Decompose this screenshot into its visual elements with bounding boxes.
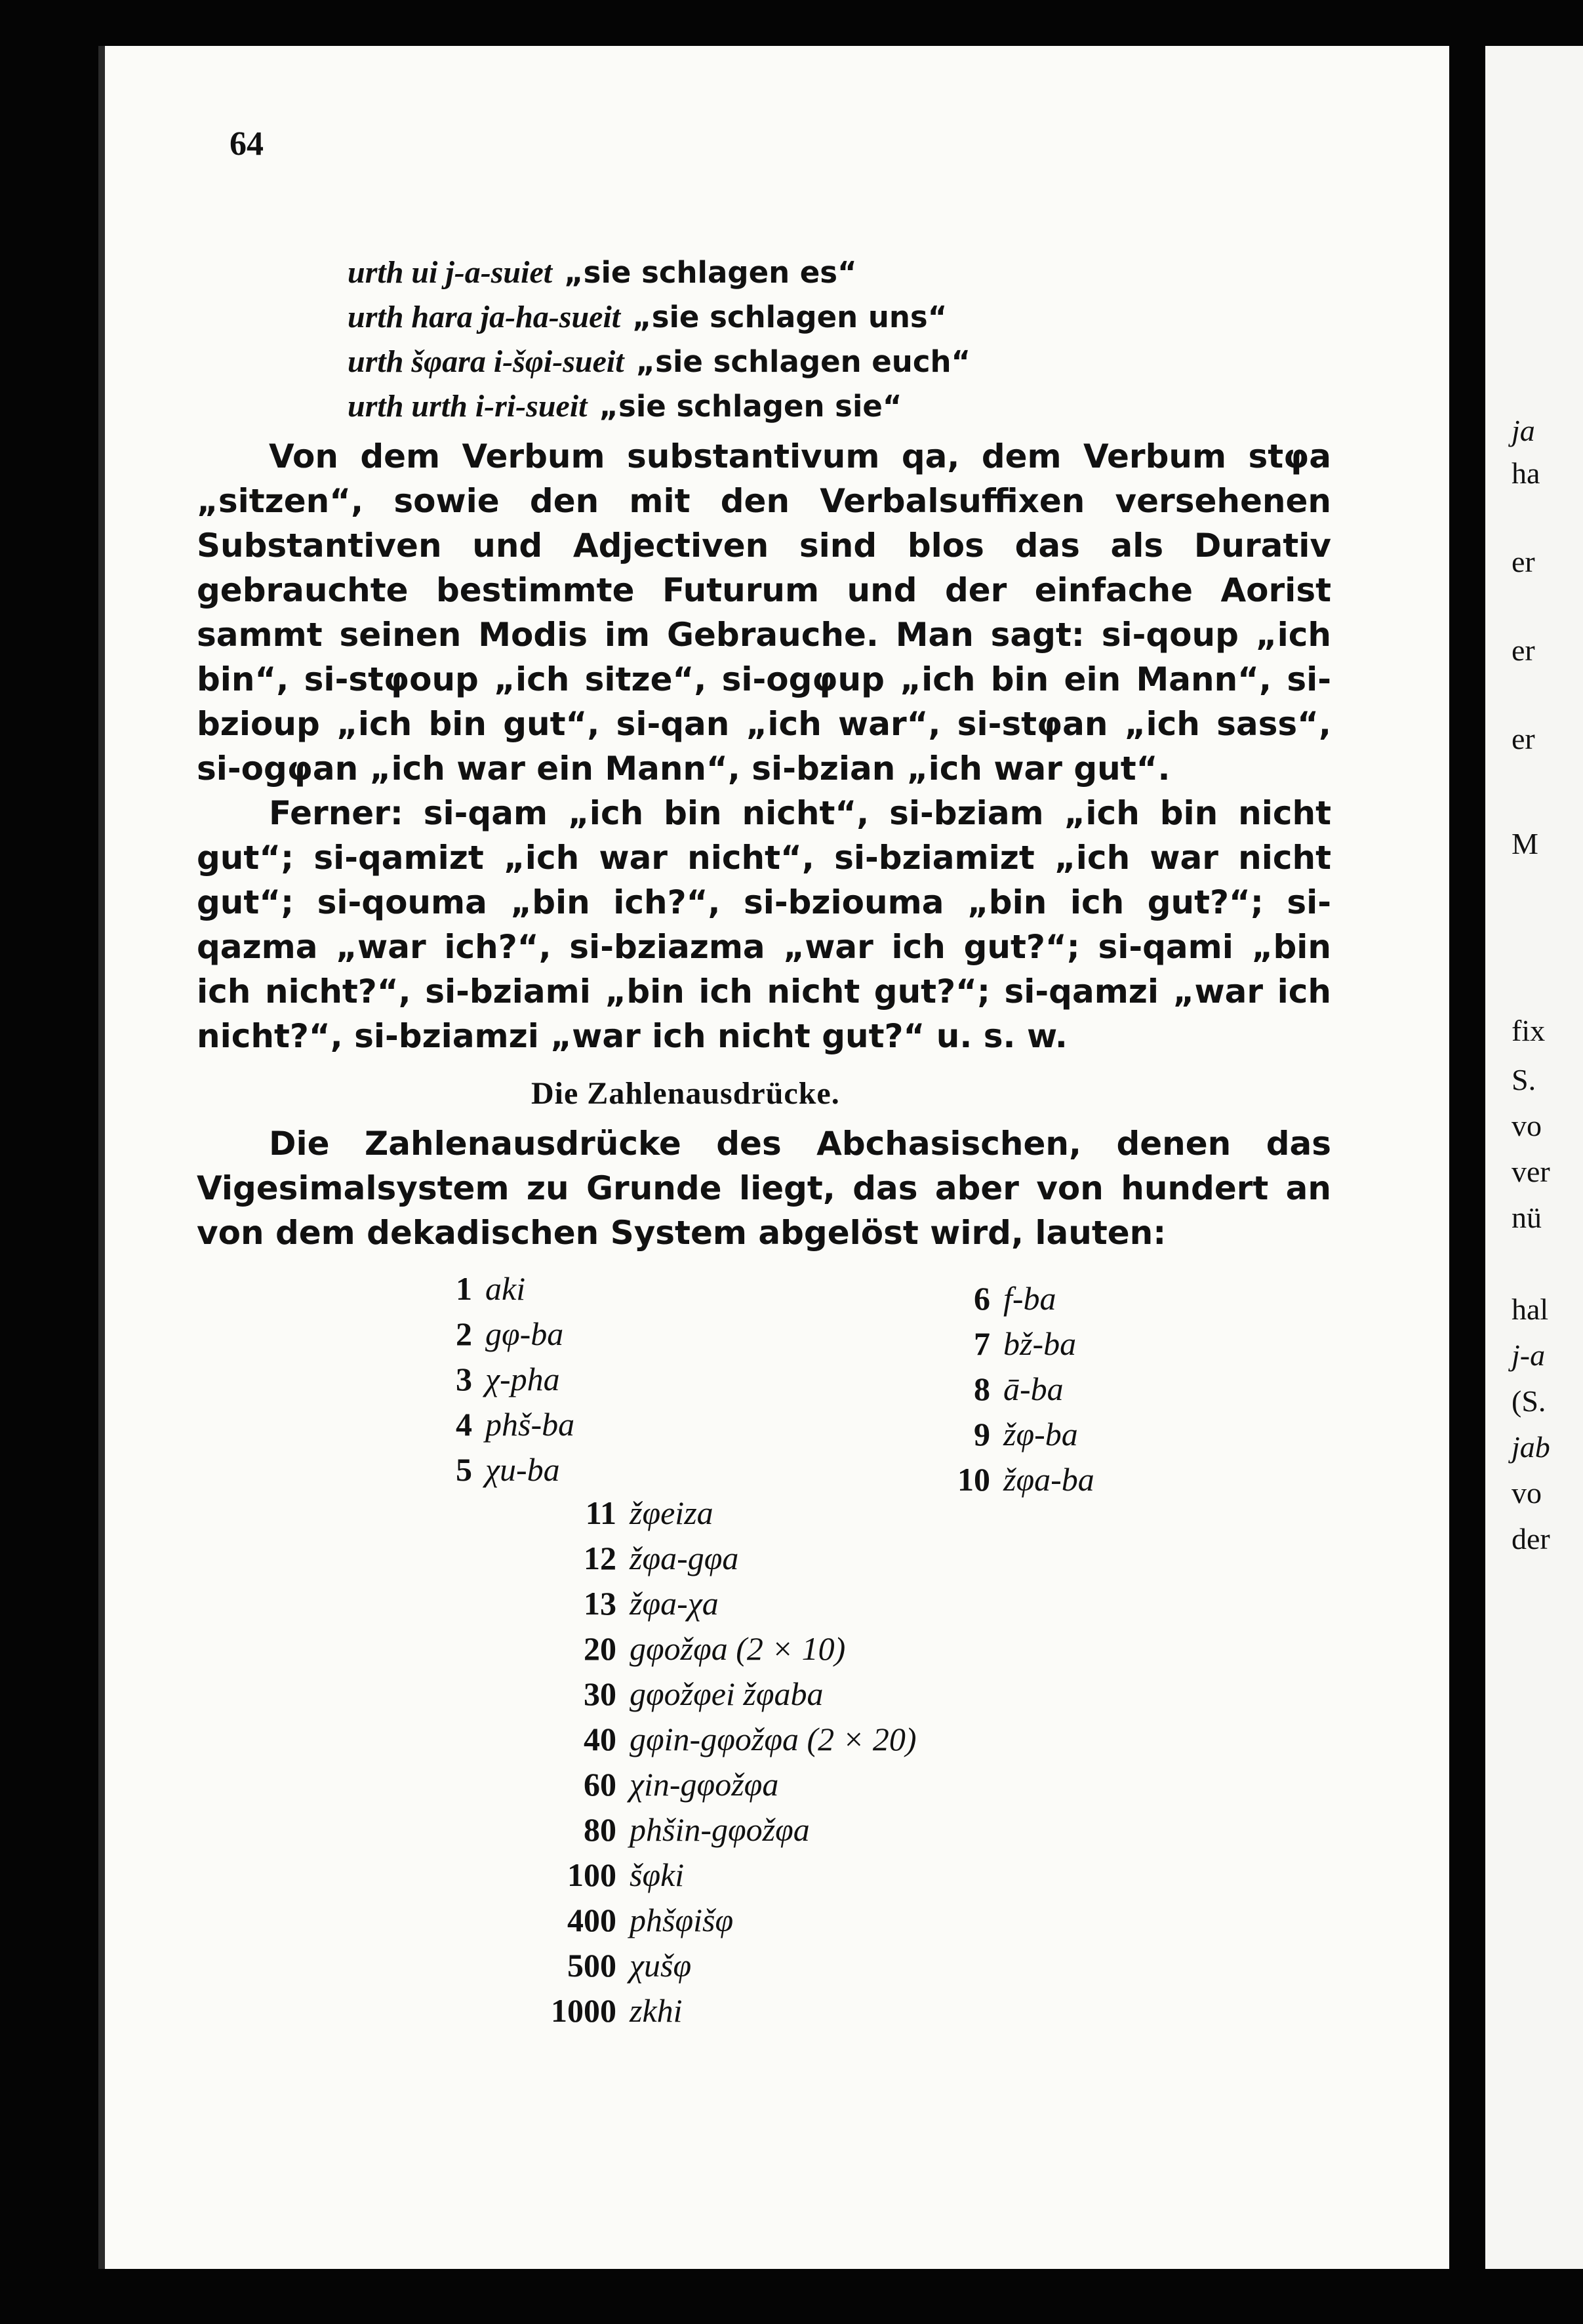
number-word: žφa-χa — [630, 1584, 719, 1622]
verb-gloss: „sie schlagen uns“ — [632, 300, 948, 334]
number-word: f-ba — [1003, 1279, 1056, 1317]
number-row — [525, 1761, 917, 1807]
numeral: 5 — [456, 1451, 472, 1488]
number-word: žφeiza — [630, 1494, 713, 1531]
number-row — [525, 1897, 917, 1942]
number-row — [380, 1311, 574, 1356]
right-fragment: hal — [1512, 1292, 1549, 1326]
page-number: 64 — [230, 125, 264, 163]
right-fragment: er — [1512, 633, 1535, 667]
numeral: 2 — [456, 1315, 472, 1352]
numeral: 11 — [585, 1494, 616, 1531]
right-fragment: der — [1512, 1522, 1550, 1555]
number-row — [525, 1580, 917, 1626]
numeral: 60 — [584, 1765, 616, 1803]
verb-form: urth ui j-a-suiet — [348, 255, 553, 290]
right-fragment: ja — [1512, 414, 1535, 447]
number-row — [525, 1942, 917, 1988]
number-row — [525, 1716, 917, 1761]
numeral: 6 — [974, 1279, 990, 1317]
number-row — [898, 1321, 1094, 1366]
number-row — [525, 1490, 917, 1535]
number-row — [898, 1411, 1094, 1456]
number-word: χ-pha — [485, 1360, 560, 1397]
number-word: žφa-ba — [1003, 1460, 1094, 1498]
body-text — [197, 434, 1331, 1058]
number-word: zkhi — [630, 1992, 683, 2029]
number-word: ā-ba — [1003, 1370, 1064, 1407]
number-word: aki — [485, 1270, 526, 1307]
number-word: bž-ba — [1003, 1325, 1077, 1362]
verb-form: urth urth i-ri-sueit — [348, 389, 588, 424]
number-row — [525, 1807, 917, 1852]
number-word: žφa-gφa — [630, 1539, 739, 1576]
paragraph-ferner: Ferner: si-qam „ich bin nicht“, si-bziam „ich bin nicht gut“; si-qamizt „ich war nicht“, si-bziamizt „ich war nicht gut“; si-qouma „bin ich?“, si-bziouma „bin ich gut?“; si-qazma „war ich?“, si-bziazma „war ich gut?“; si-qami „bin ich nicht?“, si-bziami „bin ich nicht gut?“; si-qamzi „war ich nicht?“, si-bziamzi „war ich nicht gut?“ u. s. w. — [197, 794, 1331, 1055]
numeral: 1 — [456, 1270, 472, 1307]
number-word: gφ-ba — [485, 1315, 564, 1352]
verb-gloss: „sie schlagen es“ — [564, 255, 857, 290]
number-row — [898, 1456, 1094, 1502]
numeral: 80 — [584, 1811, 616, 1848]
number-word: phš-ba — [485, 1405, 575, 1443]
numeral: 4 — [456, 1405, 472, 1443]
numbers-11-to-1000 — [525, 1490, 917, 2033]
number-word: žφ-ba — [1003, 1415, 1078, 1452]
number-word: χin-gφožφa — [630, 1765, 779, 1803]
numeral: 12 — [584, 1539, 616, 1576]
numeral: 100 — [567, 1856, 616, 1893]
right-fragment: er — [1512, 545, 1535, 578]
verb-line — [348, 299, 947, 335]
number-row — [525, 1852, 917, 1897]
right-fragment: fix — [1512, 1014, 1546, 1047]
right-fragment: ver — [1512, 1155, 1550, 1188]
number-row — [380, 1401, 574, 1447]
number-row — [380, 1356, 574, 1401]
right-fragment: (S. — [1512, 1384, 1546, 1418]
number-word: phšin-gφožφa — [630, 1811, 810, 1848]
number-word: šφki — [630, 1856, 685, 1893]
section-heading: Die Zahlenausdrücke. — [531, 1076, 840, 1111]
number-word: χu-ba — [485, 1451, 560, 1488]
body-text-numbers — [197, 1121, 1331, 1255]
verb-line — [348, 254, 857, 290]
numbers-1-to-5 — [380, 1266, 574, 1492]
right-fragment: S. — [1512, 1063, 1536, 1096]
right-fragment: er — [1512, 722, 1535, 755]
numeral: 40 — [584, 1720, 616, 1757]
numeral: 7 — [974, 1325, 990, 1362]
numeral: 9 — [974, 1415, 990, 1452]
number-row — [525, 1988, 917, 2033]
number-row — [380, 1266, 574, 1311]
number-row — [898, 1366, 1094, 1411]
number-row — [898, 1275, 1094, 1321]
right-fragment: ha — [1512, 456, 1540, 490]
right-fragment: j-a — [1512, 1338, 1546, 1372]
right-fragment: nü — [1512, 1201, 1542, 1234]
right-fragment: M — [1512, 827, 1538, 860]
numeral: 500 — [567, 1946, 616, 1984]
numeral: 30 — [584, 1675, 616, 1712]
number-word: gφožφei žφaba — [630, 1675, 824, 1712]
number-word: χušφ — [630, 1946, 692, 1984]
numeral: 8 — [974, 1370, 990, 1407]
page-edge — [98, 46, 105, 2269]
number-word: gφožφa (2 × 10) — [630, 1630, 846, 1667]
verb-line — [348, 388, 902, 424]
right-fragment: vo — [1512, 1476, 1542, 1510]
paragraph-zahlenausdruecke: Die Zahlenausdrücke des Abchasischen, denen das Vigesimalsystem zu Grunde liegt, das aber von hundert an von dem dekadischen System abgelöst wird, lauten: — [197, 1125, 1331, 1252]
verb-form: urth hara ja-ha-sueit — [348, 300, 621, 334]
right-fragment: vo — [1512, 1109, 1542, 1142]
number-row — [525, 1671, 917, 1716]
numeral: 10 — [957, 1460, 990, 1498]
number-word: gφin-gφožφa (2 × 20) — [630, 1720, 917, 1757]
number-row — [525, 1626, 917, 1671]
numeral: 3 — [456, 1360, 472, 1397]
verb-gloss: „sie schlagen euch“ — [635, 344, 971, 379]
verb-line — [348, 344, 971, 380]
numeral: 400 — [567, 1901, 616, 1938]
numeral: 1000 — [551, 1992, 616, 2029]
verb-gloss: „sie schlagen sie“ — [599, 389, 902, 424]
number-word: phšφišφ — [630, 1901, 734, 1938]
number-row — [380, 1447, 574, 1492]
paragraph-verbum-substantivum: Von dem Verbum substantivum qa, dem Verbum stφa „sitzen“, sowie den mit den Verbalsuffixen versehenen Substantiven und Adjectiven sind blos das als Durativ gebrauchte bestimmte Futurum und der einfache Aorist sammt seinen Modis im Gebrauche. Man sagt: si-qoup „ich bin“, si-stφoup „ich sitze“, si-ogφup „ich bin ein Mann“, si-bzioup „ich bin gut“, si-qan „ich war“, si-stφan „ich sass“, si-ogφan „ich war ein Mann“, si-bzian „ich war gut“. — [197, 437, 1331, 788]
right-page-edge — [1485, 46, 1583, 2269]
right-fragment: jab — [1512, 1430, 1550, 1464]
numeral: 13 — [584, 1584, 616, 1622]
numeral: 20 — [584, 1630, 616, 1667]
verb-form: urth šφara i-šφi-sueit — [348, 344, 624, 379]
numbers-6-to-10 — [898, 1275, 1094, 1502]
number-row — [525, 1535, 917, 1580]
